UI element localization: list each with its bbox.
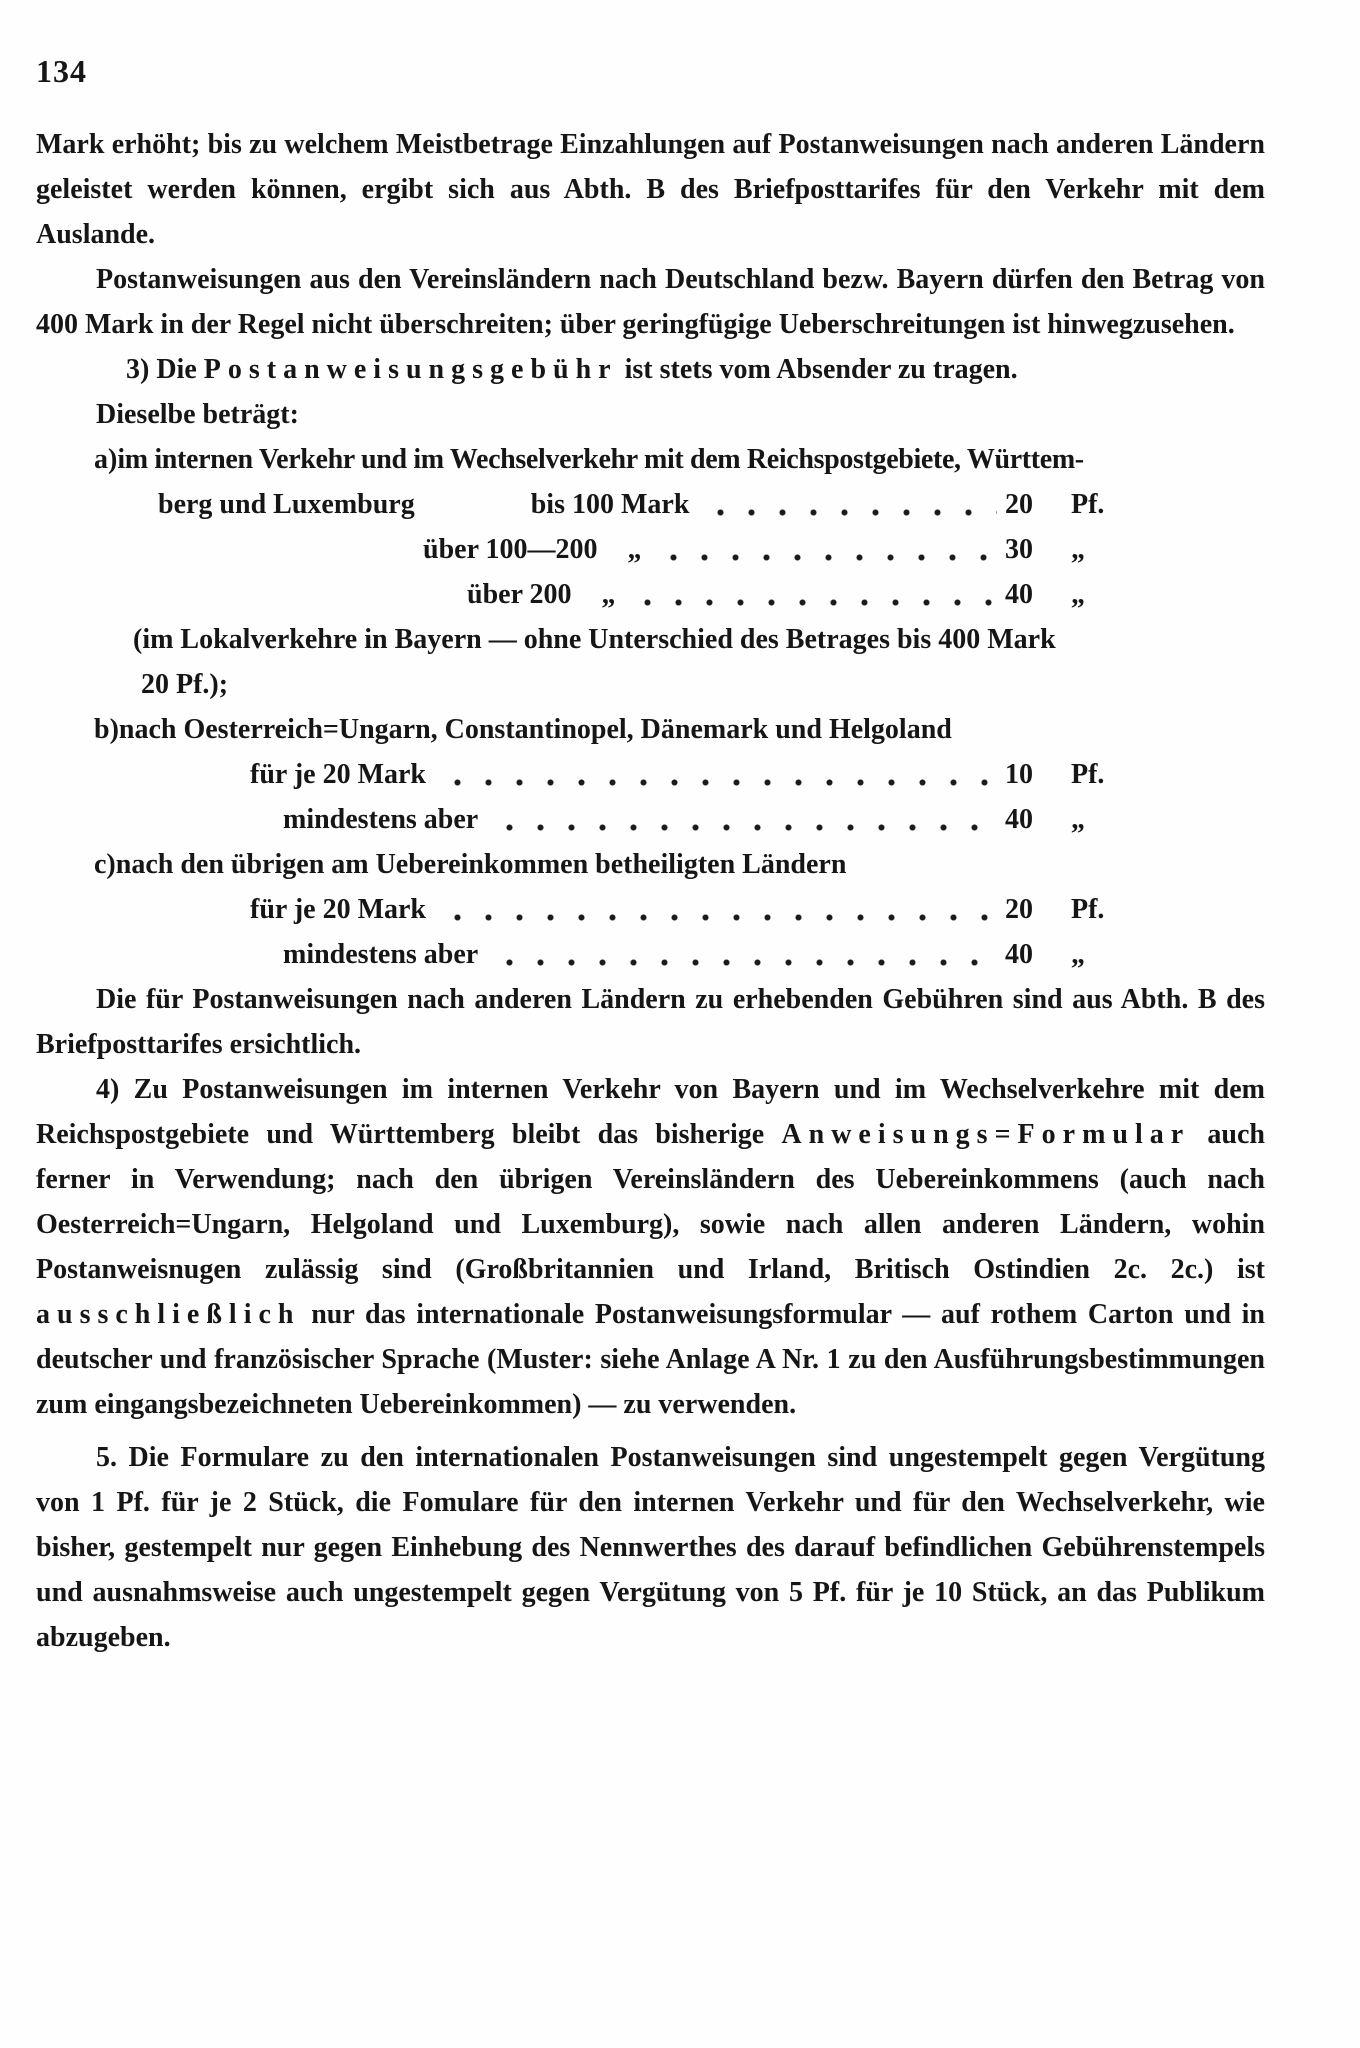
note-lokalverkehr-line1: (im Lokalverkehre in Bayern — ohne Unterschied des Betrages bis 400 Mark [133, 624, 1056, 655]
tariff-amount: 40 [1005, 804, 1033, 835]
paragraph-4-formular [36, 1067, 1265, 1427]
tariff-unit: Pf. [1071, 894, 1105, 925]
list-item-c [36, 842, 1265, 887]
dot-leader [699, 482, 997, 527]
item-3-prefix: 3) Die [126, 354, 204, 385]
tariff-value-cell [1005, 932, 1265, 977]
tariff-label: bis 100 Mark [530, 489, 690, 520]
tariff-row-c-2 [36, 932, 1265, 977]
paragraph-4-seg3: nur das internationale Postanweisungsformular — auf rothem Carton und in deutscher und französischer Sprache (Muster: siehe Anlage A Nr. 1 zu den Ausführungsbestimmungen zum eingangsbezeichneten Uebereinkommen) — zu verwenden. [36, 1299, 1265, 1420]
tariff-label: über 200 [467, 579, 572, 610]
tariff-row-a-3 [36, 572, 1265, 617]
paragraph-4-seg2: auch ferner in Verwendung; nach den übrigen Vereinsländern des Uebereinkommens (auch nach Oesterreich=Ungarn, Helgoland und Luxemburg), sowie nach allen anderen Ländern, wohin Postanweisnugen zulässig sind (Großbritannien und Irland, Britisch Ostindien 2c. 2c.) ist [36, 1119, 1265, 1285]
paragraph-5-formulare: 5. Die Formulare zu den internationalen Postanweisungen sind ungestempelt gegen Vergütung von 1 Pf. für je 2 Stück, die Fomulare für den internen Verkehr und für den Wechselverkehr, wie bisher, gestempelt nur gegen Einhebung des Nennwerthes des darauf befindlichen Gebührenstempels und ausnahmsweise auch ungestempelt gegen Vergütung von 5 Pf. für je 10 Stück, an das Publikum abzugeben. [36, 1442, 1265, 1653]
tariff-amount: 20 [1005, 894, 1033, 925]
tariff-row-a-2 [36, 527, 1265, 572]
tariff-value-cell [1005, 482, 1265, 527]
tariff-value-cell [1005, 797, 1265, 842]
tariff-unit: Pf. [1071, 759, 1105, 790]
dot-leader [488, 797, 997, 842]
dot-leader [652, 527, 998, 572]
list-item-c-label: c) [94, 849, 116, 880]
dot-leader [436, 752, 997, 797]
page-number: 134 [36, 53, 87, 89]
formular-term-emphasis: Anweisungs=Formular [781, 1119, 1191, 1150]
list-item-a-line1: im internen Verkehr und im Wechselverkehr mit dem Reichspostgebiete, Württem- [117, 444, 1084, 475]
tariff-unit: „ [1071, 804, 1085, 835]
dot-leader [626, 572, 998, 617]
paragraph-max-amount: Mark erhöht; bis zu welchem Meistbetrage Einzahlungen auf Postanweisungen nach anderen Ländern geleistet werden können, ergibt sich aus Abth. B des Briefposttarifes für den Verkehr mit dem Auslande. [36, 129, 1265, 250]
note-lokalverkehr-line2: 20 Pf.); [141, 669, 229, 700]
tariff-label: mindestens aber [283, 804, 479, 835]
tariff-unit: Pf. [1071, 489, 1105, 520]
paragraph-vereinslaender-limit: Postanweisungen aus den Vereinsländern nach Deutschland bezw. Bayern dürfen den Betrag von 400 Mark in der Regel nicht überschreiten; über geringfügige Ueberschreitungen ist hinwegzusehen. [36, 264, 1265, 340]
item-3-suffix: ist stets vom Absender zu tragen. [617, 354, 1018, 385]
tariff-row-b-1 [36, 752, 1265, 797]
list-item-b-text: nach Oesterreich=Ungarn, Constantinopel, Dänemark und Helgoland [118, 714, 952, 745]
ditto-mark: „ [627, 534, 642, 565]
dot-leader [488, 932, 997, 977]
list-item-b [36, 707, 1265, 752]
dot-leader [436, 887, 997, 932]
paragraph-other-countries-fees: Die für Postanweisungen nach anderen Ländern zu erhebenden Gebühren sind aus Abth. B des Briefposttarifes ersichtlich. [36, 984, 1265, 1060]
tariff-amount: 40 [1005, 939, 1033, 970]
tariff-label: für je 20 Mark [250, 894, 426, 925]
list-item-c-text: nach den übrigen am Uebereinkommen betheiligten Ländern [115, 849, 847, 880]
tariff-value-cell [1005, 572, 1265, 617]
list-item-a [36, 437, 1265, 482]
list-item-b-label: b) [94, 714, 119, 745]
tariff-amount: 40 [1005, 579, 1033, 610]
tariff-value-cell [1005, 752, 1265, 797]
tariff-row-b-2 [36, 797, 1265, 842]
paragraph-4-seg1: 4) Zu Postanweisungen im internen Verkehr von Bayern und im Wechselverkehre mit dem Reichspostgebiete und Württemberg bleibt das bisherige [36, 1074, 1265, 1150]
tariff-label: mindestens aber [283, 939, 479, 970]
tariff-label: für je 20 Mark [250, 759, 426, 790]
tariff-value-cell [1005, 527, 1265, 572]
tariff-label: über 100—200 [423, 534, 598, 565]
tariff-unit: „ [1071, 939, 1085, 970]
tariff-row-a-1 [36, 482, 1265, 527]
tariff-amount: 20 [1005, 489, 1033, 520]
fee-term-emphasis: Postanweisungsgebühr [203, 354, 618, 385]
tariff-value-cell [1005, 887, 1265, 932]
tariff-amount: 30 [1005, 534, 1033, 565]
ausschliesslich-emphasis: ausschließlich [36, 1299, 301, 1330]
list-item-a-label: a) [94, 444, 118, 475]
tariff-row-c-1 [36, 887, 1265, 932]
tariff-unit: „ [1071, 534, 1085, 565]
item-3-fee-payer [36, 347, 1265, 392]
tariff-unit: „ [1071, 579, 1085, 610]
tariff-amount: 10 [1005, 759, 1033, 790]
ditto-mark: „ [601, 579, 616, 610]
line-dieselbe-betraegt: Dieselbe beträgt: [96, 399, 299, 430]
list-item-a-line2-continuation: berg und Luxemburg [158, 489, 415, 520]
